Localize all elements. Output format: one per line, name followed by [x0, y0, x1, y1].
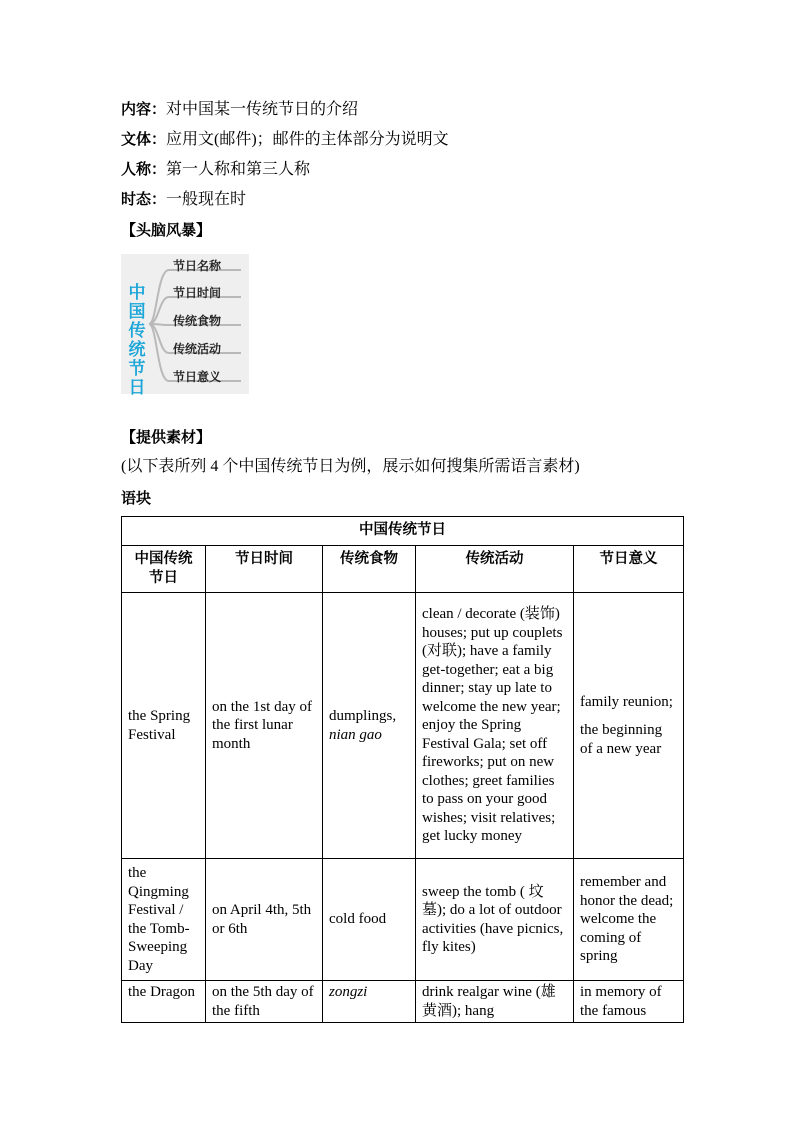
content-label: 内容：	[121, 100, 167, 118]
festival-food: cold food	[323, 859, 416, 981]
food-text: dumplings,	[329, 708, 397, 724]
mindmap-item: 节日时间	[173, 286, 222, 300]
tense-label: 时态：	[121, 190, 167, 208]
festival-time: on the 1st day of the first lunar month	[206, 593, 323, 859]
column-header: 传统活动	[416, 546, 574, 593]
style-text: 应用文(邮件)；邮件的主体部分为说明文	[166, 131, 449, 148]
mindmap-root-char: 日	[128, 378, 146, 398]
food-italic-text: zongzi	[329, 984, 368, 1000]
tense-line	[121, 189, 246, 210]
festival-name: the Dragon	[122, 981, 206, 1023]
mindmap-root	[126, 284, 148, 398]
person-line	[121, 159, 310, 180]
festival-meaning: in memory of the famous	[574, 981, 684, 1023]
column-header: 节日意义	[574, 546, 684, 593]
brainstorm-heading: 【头脑风暴】	[121, 221, 212, 239]
table-header-row	[122, 546, 684, 593]
festival-activities: drink realgar wine (雄黄酒); hang	[416, 981, 574, 1023]
festival-meaning: remember and honor the dead; welcome the coming of spring	[574, 859, 684, 981]
chunk-label: 语块	[121, 489, 152, 507]
mindmap-root-char: 传	[128, 321, 146, 341]
festival-food	[323, 593, 416, 859]
festival-activities: clean / decorate (装饰) houses; put up couplets (对联); have a family get-together; eat a big dinner; stay up late to welcome the new year; enjoy the Spring Festival Gala; set off fireworks; put on new clothes; greet families to pass on your good wishes; visit relatives; get lucky money	[416, 593, 574, 859]
festival-time: on the 5th day of the fifth	[206, 981, 323, 1023]
meaning-text: family reunion;	[580, 693, 673, 710]
content-line	[121, 99, 358, 120]
mindmap-root-char: 国	[128, 302, 146, 322]
materials-heading: 【提供素材】	[121, 428, 212, 446]
festival-table	[121, 516, 684, 1023]
mindmap-item: 节日意义	[173, 370, 222, 384]
style-label: 文体：	[121, 130, 167, 148]
person-text: 第一人称和第三人称	[166, 161, 311, 178]
table-row	[122, 593, 684, 859]
mindmap-root-char: 节	[128, 359, 146, 379]
person-label: 人称：	[121, 160, 167, 178]
tense-text: 一般现在时	[166, 191, 247, 208]
table-title: 中国传统节日	[122, 517, 684, 546]
festival-food	[323, 981, 416, 1023]
column-header: 传统食物	[323, 546, 416, 593]
festival-name: the Qingming Festival / the Tomb-Sweeping Day	[122, 859, 206, 981]
table-row	[122, 859, 684, 981]
mindmap-item: 节日名称	[173, 259, 222, 273]
mindmap-item: 传统食物	[173, 314, 222, 328]
festival-meaning	[574, 593, 684, 859]
festival-time: on April 4th, 5th or 6th	[206, 859, 323, 981]
mindmap-root-char: 中	[128, 283, 146, 303]
table-row	[122, 981, 684, 1023]
column-header: 中国传统节日	[122, 546, 206, 593]
festival-name: the Spring Festival	[122, 593, 206, 859]
mindmap-item: 传统活动	[173, 342, 222, 356]
food-italic-text: nian gao	[329, 726, 382, 743]
materials-note: (以下表所列 4 个中国传统节日为例，展示如何搜集所需语言素材)	[121, 458, 580, 475]
content-text: 对中国某一传统节日的介绍	[166, 101, 359, 118]
meaning-text: the beginning of a new year	[580, 722, 663, 757]
brainstorm-mindmap	[121, 254, 249, 398]
festival-activities: sweep the tomb ( 坟 墓); do a lot of outdoor activities (have picnics, fly kites)	[416, 859, 574, 981]
style-line	[121, 129, 449, 150]
mindmap-root-char: 统	[128, 340, 146, 360]
column-header: 节日时间	[206, 546, 323, 593]
